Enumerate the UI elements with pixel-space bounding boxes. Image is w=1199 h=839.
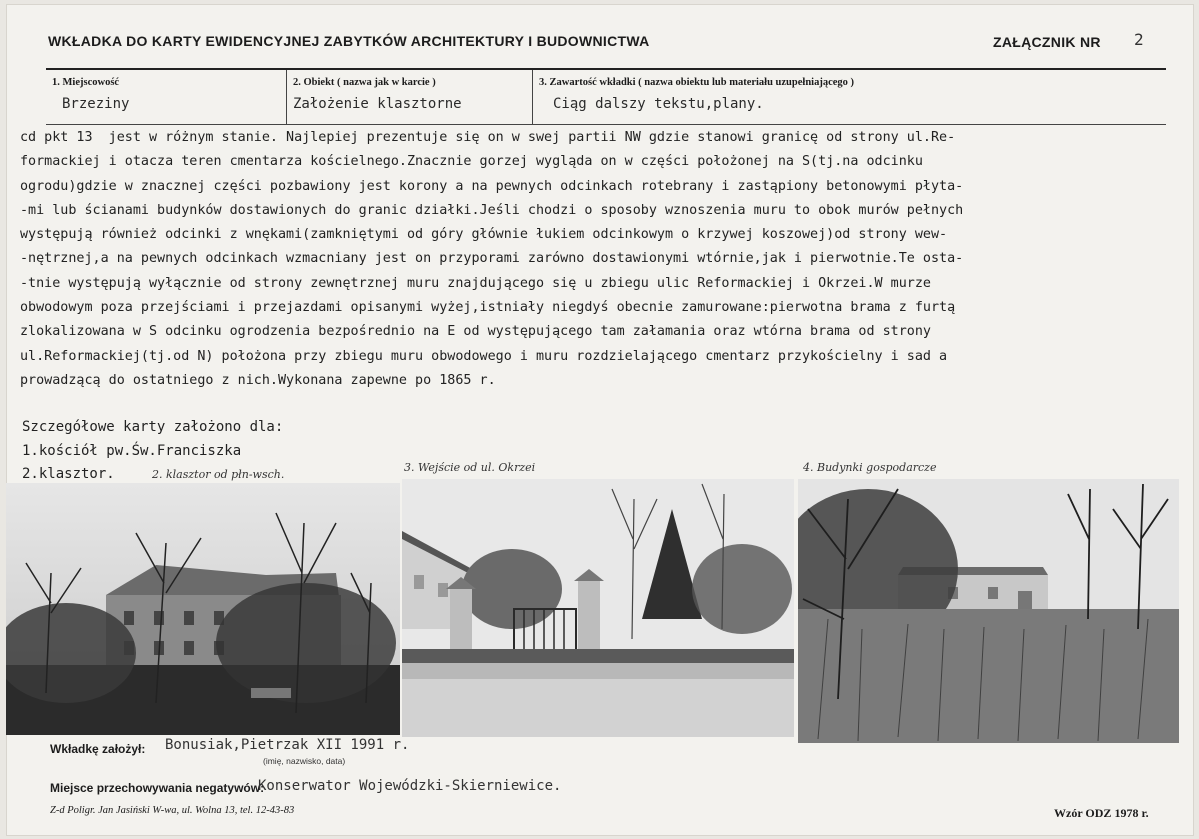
- attachment-label: ZAŁĄCZNIK NR: [993, 34, 1101, 50]
- body-line: -tnie występują wyłącznie od strony zewnętrznej muru znajdującego się u zbiegu ulic Reformackiej i Okrzei.W murze: [20, 275, 931, 291]
- object-field: [287, 70, 533, 124]
- body-line: ul.Reformackiej(tj.od N) położona przy zbiegu muru obwodowego i muru rozdzielającego cmentarz przykościelny i sad a: [20, 348, 948, 364]
- author-hint: (imię, nazwisko, data): [263, 756, 346, 766]
- printer-info: Z-d Poligr. Jan Jasiński W-wa, ul. Wolna 13, tel. 12-43-83: [50, 805, 295, 816]
- body-line: -nętrznej,a na pewnych odcinkach wzmacniany jest on przyporami zarówno dostawionymi wtórnie,jak i pierwotnie.Te osta-: [20, 251, 964, 267]
- body-line: występują również odcinki z wnękami(zamkniętymi od góry głównie łukiem odcinkowym o krzywej koszowej)od strony wew-: [20, 227, 948, 243]
- storage-label: Miejsce przechowywania negatywów:: [50, 781, 265, 795]
- detail-list-intro: Szczegółowe karty założono dla:: [22, 419, 284, 435]
- attachment-number: 2: [1134, 30, 1144, 49]
- body-line: cd pkt 13 jest w różnym stanie. Najlepiej prezentuje się on w swej partii NW gdzie stanowi granicę od strony ul.Re-: [20, 130, 956, 145]
- form-title: WKŁADKA DO KARTY EWIDENCYJNEJ ZABYTKÓW ARCHITEKTURY I BUDOWNICTWA: [48, 33, 650, 49]
- form-template-id: Wzór ODZ 1978 r.: [1054, 806, 1149, 820]
- content-label: 3. Zawartość wkładki ( nazwa obiektu lub materiału uzupełniającego ): [539, 77, 855, 88]
- header-fields: [46, 68, 1166, 125]
- body-text: [20, 126, 1195, 393]
- body-line: formackiej i otacza teren cmentarza kościelnego.Znacznie gorzej wygląda on w części położonej na S(tj.na odcinku: [20, 154, 923, 170]
- detail-list-item: 2.klasztor.: [22, 466, 115, 482]
- author-value: Bonusiak,Pietrzak XII 1991 r.: [165, 737, 410, 753]
- body-line: zlokalizowana w S odcinku ogrodzenia bezpośrednio na E od występującego tam załamania oraz wtórna brama od strony: [20, 324, 931, 340]
- author-label: Wkładkę założył:: [50, 742, 146, 756]
- photo-farm-buildings: [798, 479, 1179, 743]
- detail-list-item: 1.kościół pw.Św.Franciszka: [22, 442, 242, 459]
- content-value: Ciąg dalszy tekstu,plany.: [553, 96, 764, 112]
- locality-field: [46, 70, 287, 124]
- storage-value: Konserwator Wojewódzki-Skierniewice.: [258, 778, 562, 794]
- body-line: ogrodu)gdzie w znacznej części pozbawiony jest korony a na pewnych odcinkach rotebrany i zastąpiony betonowymi płyta-: [20, 178, 964, 194]
- locality-value: Brzeziny: [62, 96, 130, 112]
- body-line: -mi lub ścianami budynków dostawionych do granic działki.Jeśli chodzi o sposoby wznoszenia muru to obok murów pełnych: [20, 202, 964, 218]
- body-line: prowadzącą do ostatniego z nich.Wykonana zapewne po 1865 r.: [20, 372, 496, 388]
- photo3-caption: 3. Wejście od ul. Okrzei: [404, 461, 536, 474]
- object-label: 2. Obiekt ( nazwa jak w karcie ): [293, 77, 436, 88]
- content-field: [533, 70, 1166, 124]
- photo2-caption: 2. klasztor od płn-wsch.: [152, 468, 285, 481]
- photo-monastery: [6, 483, 400, 735]
- locality-label: 1. Miejscowość: [52, 77, 120, 88]
- photo4-caption: 4. Budynki gospodarcze: [803, 461, 937, 474]
- object-value: Założenie klasztorne: [293, 96, 462, 112]
- body-line: obwodowym poza przejściami i przejazdami opisanymi wyżej,istniały niegdyś obecnie zamurowane:pierwotna brama z furtą: [20, 300, 956, 316]
- photo-gate: [402, 479, 794, 737]
